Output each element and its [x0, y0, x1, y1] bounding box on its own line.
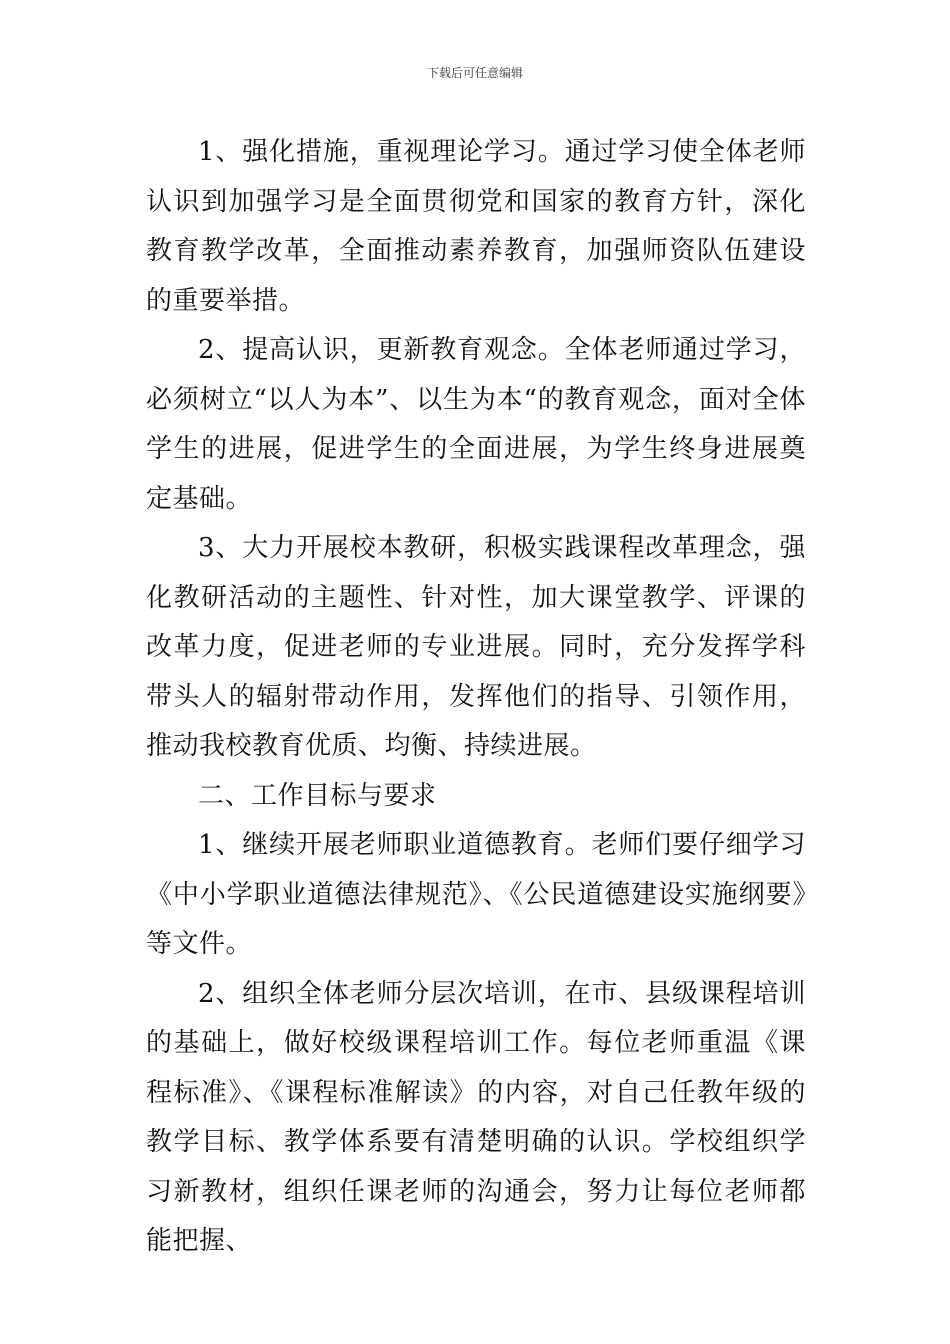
paragraph-4: 1、继续开展老师职业道德教育。老师们要仔细学习《中小学职业道德法律规范》、《公民道德建设实施纲要》等文件。 — [146, 830, 806, 959]
paragraph-1: 1、强化措施，重视理论学习。通过学习使全体老师认识到加强学习是全面贯彻党和国家的教育方针，深化教育教学改革，全面推动素养教育，加强师资队伍建设的重要举措。 — [146, 137, 806, 316]
paragraph-5: 2、组织全体老师分层次培训，在市、县级课程培训的基础上，做好校级课程培训工作。每位老师重温《课程标准》、《课程标准解读》的内容，对自己任教年级的教学目标、教学体系要有清楚明确的认识。学校组织学习新教材，组织任课老师的沟通会，努力让每位老师都能把握、 — [146, 978, 806, 1256]
section-heading: 二、工作目标与要求 — [198, 780, 437, 811]
paragraph-2: 2、提高认识，更新教育观念。全体老师通过学习，必须树立“以人为本”、以生为本“的教育观念，面对全体学生的进展，促进学生的全面进展，为学生终身进展奠定基础。 — [146, 335, 806, 514]
paragraph-3: 3、大力开展校本教研，积极实践课程改革理念，强化教研活动的主题性、针对性，加大课堂教学、评课的改革力度，促进老师的专业进展。同时，充分发挥学科带头人的辐射带动作用，发挥他们的指导、引领作用，推动我校教育优质、均衡、持续进展。 — [146, 533, 806, 761]
document-body — [146, 128, 806, 1267]
page-header-note: 下载后可任意编辑 — [426, 66, 523, 80]
